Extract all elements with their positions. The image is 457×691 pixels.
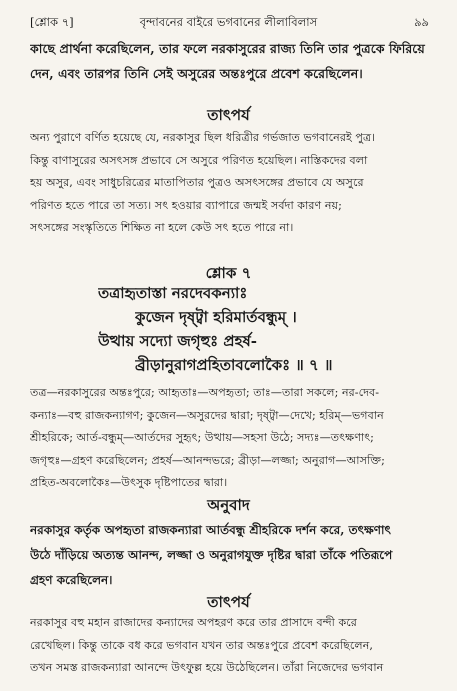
synonyms-line: শ্রীহরিকে; আর্ত-বন্ধুম্‌—আর্তদের সুহৃৎ; উত্থায়—সহসা উঠে; সদ্যঃ—তৎক্ষণাৎ; <box>30 431 374 444</box>
synonyms-line: প্রহিত-অবলোকৈঃ—উৎসুক দৃষ্টিপাতের দ্বারা। <box>30 476 228 489</box>
verse-line: তত্রাহৃতাস্তা নরদেবকন্যাঃ <box>98 284 248 302</box>
purport-line: অন্য পুরাণে বর্ণিত হয়েছে যে, নরকাসুর ছিল ধরিত্রীর গর্ভজাত ভগবানেরই পুত্র। <box>30 131 376 144</box>
synonyms-line: কন্যাঃ—বহু রাজকন্যাগণ; কুজেন—অসুরদের দ্বারা; দৃষ্ট্বা—দেখে; হরিম্‌—ভগবান <box>30 408 384 422</box>
header-verse-ref: [শ্লোক ৭] <box>30 15 74 29</box>
intro-paragraph <box>30 36 432 86</box>
translation-line: নরকাসুর কর্তৃক অপহৃতা রাজকন্যারা আর্তবন্ধু শ্রীহরিকে দর্শন করে, তৎক্ষণাৎ <box>30 523 391 537</box>
purport-paragraph <box>30 612 432 680</box>
verse-line: উত্থায় সদ্যো জগৃহুঃ প্রহর্ষ- <box>98 332 257 350</box>
translation-line: গ্রহণ করেছিলেন। <box>30 573 113 587</box>
purport-line: হয় অসুর, এবং সাধুচরিত্রের মাতাপিতার পুত্রও অসৎসঙ্গের প্রভাবে যে অসুরে <box>30 176 364 189</box>
intro-line: দেন, এবং তারপর তিনি সেই অসুরের অন্তঃপুরে প্রবেশ করেছিলেন। <box>30 66 363 81</box>
purport-line: পরিণত হতে পারে তা সত্য। সৎ হওয়ার ব্যাপারে জন্মই সর্বদা কারণ নয়; <box>30 198 342 212</box>
purport-heading: তাৎপর্য <box>207 593 250 611</box>
header-chapter-title: বৃন্দাবনের বাইরে ভগবানের লীলাবিলাস <box>139 15 318 29</box>
intro-line: কাছে প্রার্থনা করেছিলেন, তার ফলে নরকাসুরের রাজ্য তিনি তার পুত্রকে ফিরিয়ে <box>30 41 425 56</box>
purport-heading: তাৎপর্য <box>207 106 250 124</box>
verse-line: ব্রীড়ানুরাগপ্রহিতাবলোকৈঃ ॥ ৭ ॥ <box>135 356 333 374</box>
purport-line: নরকাসুর বহু মহান রাজাদের কন্যাদের অপহরণ করে তার প্রাসাদে বন্দী করে <box>30 616 357 629</box>
synonyms-paragraph <box>30 382 432 495</box>
purport-paragraph <box>30 127 432 240</box>
purport-line: কিন্তু বাণাসুরের অসৎসঙ্গ প্রভাবে সে অসুরে পরিণত হয়েছিল। নাস্তিকদের বলা <box>30 153 368 167</box>
sanskrit-verse <box>0 282 457 382</box>
translation-paragraph <box>30 518 432 593</box>
header-page-number: ৯৯ <box>414 15 429 29</box>
purport-line: রেখেছিল। কিন্তু তাকে বধ করে ভগবান যখন তার অন্তঃপুরে প্রবেশ করেছিলেন, <box>30 638 373 652</box>
verse-heading: শ্লোক ৭ <box>205 264 252 282</box>
synonyms-line: জগৃহুঃ—গ্রহণ করেছিলেন; প্রহর্ষ—আনন্দভরে; ব্রীড়া—লজ্জা; অনুরাগ—আসক্তি; <box>30 453 385 467</box>
purport-line: সৎসঙ্গের সংস্কৃতিতে শিক্ষিত না হলে কেউ সৎ হতে পারে না। <box>30 221 294 234</box>
synonyms-line: তত্র—নরকাসুরের অন্তঃপুরে; আহৃতাঃ—অপহৃতা; তাঃ—তারা সকলে; নর-দেব- <box>30 386 379 399</box>
verse-line: কুজেন দৃষ্ট্বা হরিমার্তবন্ধুম্‌ । <box>135 308 297 326</box>
purport-line: তখন সমস্ত রাজকন্যারা আনন্দে উৎফুল্ল হয়ে উঠেছিলেন। তাঁরা নিজেদের ভগবান <box>30 661 384 674</box>
translation-heading: অনুবাদ <box>207 496 250 514</box>
translation-line: উঠে দাঁড়িয়ে অত্যন্ত আনন্দ, লজ্জা ও অনুরাগযুক্ত দৃষ্টির দ্বারা তাঁকে পতিরূপে <box>30 548 393 562</box>
